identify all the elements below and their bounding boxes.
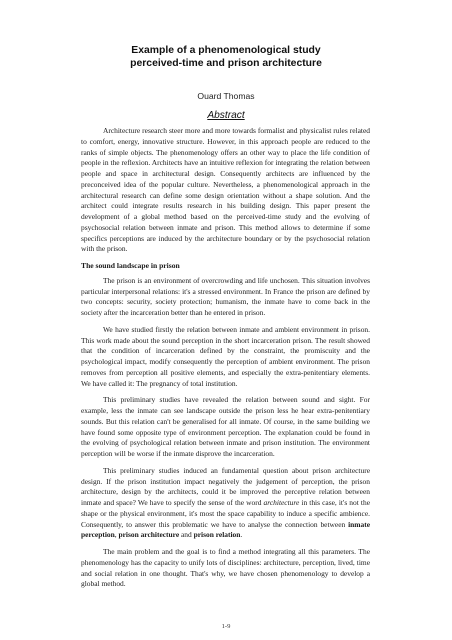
- body-paragraph-1: The prison is an environment of overcrowding and life unchosen. This situation involves particular interpersonal relations: it's a stressed environment. In France the prison are defined by two concepts: security, society protection; humanism, the inmate have to come back in the society after the incarceration better than he entered in prison.: [81, 275, 370, 317]
- section-heading: The sound landscape in prison: [81, 261, 180, 270]
- body-paragraph-2: We have studied firstly the relation between inmate and ambient environment in prison. This work made about the sound perception in the short incarceration prison. The result showed that the condition of incarceration defined by the constraint, the promiscuity and the psychological impact, modify consequently the perception of ambient environment. The prison removes from perception all positive elements, and especially the extra-penitentiary elements. We have called it: The pregnancy of total institution.: [81, 324, 370, 388]
- paper-body: [81, 126, 370, 596]
- para4-text-d: and: [179, 530, 194, 540]
- page-number: 1-9: [221, 623, 231, 630]
- body-paragraph-3: This preliminary studies have revealed the relation between sound and sight. For example, less the inmate can see landscape outside the prison less he hear extra-penitentiary sounds. But this relation can't be generalised for all inmate. Of course, in the same building we have found some opposite type of environment perception. The explanation could be found in the evolving of psychological relation between inmate and prison institution. The environment perception will be worse if the inmate disprove the incarceration.: [81, 395, 370, 458]
- title-line-1: Example of a phenomenological study: [131, 45, 321, 56]
- para4-text-e: .: [240, 530, 243, 540]
- para4-emphasis: architecture: [263, 498, 300, 507]
- paper-title: [0, 44, 452, 70]
- body-paragraph-5: The main problem and the goal is to find a method integrating all this parameters. The phenomenology has the capacity to unify lots of disciplines: architecture, perception, lived, time and social relation in one thought. That's why, we have chosen phenomenology to develop a global method.: [81, 547, 370, 589]
- title-line-2: perceived-time and prison architecture: [130, 58, 322, 69]
- author-name: Ouard Thomas: [197, 91, 255, 101]
- para4-text-c: ,: [114, 530, 119, 540]
- para4-strong-2: prison architecture: [118, 530, 180, 540]
- para4-text-a: This preliminary studies induced an fundamental question about prison architecture design. If the prison institution impact negatively the judgement of perception, the prison architecture, design by the architects, could it be improved the perceptive relation between inmate and space? We have to specify the sense of the word: [81, 465, 370, 507]
- para4-text-b: in this case, it's not the shape or the physical environment, it's most the space capability to induce a specific ambience. Consequently, to answer this problematic we have to analyse the connection between: [81, 498, 370, 529]
- abstract-paragraph: Architecture research steer more and more towards formalist and physicalist rules related to comfort, energy, innovative structure. However, in this approach people are reduced to the ranks of simple objects. The phenomenology offers an other way to place the life condition of people in the reflexion. Architects have an intuitive reflexion for integrating the relation between people and space in architectural design. Consequently architects are influenced by the preconceived idea of the popular culture. Nevertheless, a phenomenological approach in the architectural research can define some design orientation without a shape solution. And the architect could integrate results research in his building design. This paper present the development of a global method based on the perceived-time study and the evolving of psychosocial relation between inmate and prison. This method allows to determine if some specifics perceptions are induced by the architecture boundary or by the psychosocial relation with the prison.: [81, 126, 370, 254]
- body-paragraph-4: [81, 466, 370, 541]
- para4-strong-3: prison relation: [193, 530, 241, 540]
- para4-strong-1: inmate perception: [81, 519, 370, 540]
- abstract-heading: Abstract: [207, 110, 245, 121]
